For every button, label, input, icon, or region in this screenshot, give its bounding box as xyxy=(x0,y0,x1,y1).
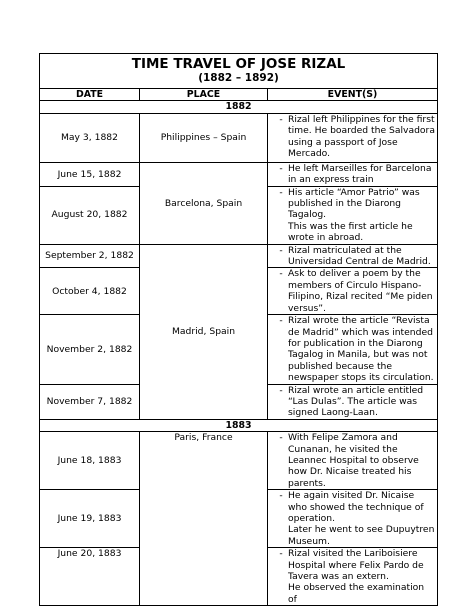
event-text-line: using a passport of Jose xyxy=(288,136,398,148)
event-cell xyxy=(268,548,438,606)
event-cell xyxy=(268,315,438,384)
place-cell: Barcelona, Spain xyxy=(140,162,268,244)
event-text-line: for publication in the Diarong xyxy=(288,337,423,349)
bullet-dash: - xyxy=(279,186,283,198)
event-text-line: parents. xyxy=(288,477,326,489)
document-title: TIME TRAVEL OF JOSE RIZAL xyxy=(131,56,346,72)
event-text-line: Hospital where Felix Pardo de xyxy=(288,559,424,571)
event-text-line: in an express train xyxy=(288,174,374,186)
table-row xyxy=(40,113,438,162)
event-text-line: signed Laong-Laan. xyxy=(288,407,378,419)
event-text-line: wrote in abroad. xyxy=(288,232,364,244)
header-date: DATE xyxy=(40,89,140,101)
bullet-dash: - xyxy=(279,315,283,327)
date-cell: November 2, 1882 xyxy=(40,315,140,384)
date-cell: October 4, 1882 xyxy=(40,268,140,315)
event-text-line: He left Marseilles for Barcelona xyxy=(288,162,432,174)
event-text-line: Universidad Central de Madrid. xyxy=(288,256,431,268)
event-text-line: time. He boarded the Salvadora xyxy=(288,125,435,137)
event-text-line: Rizal left Philippines for the first xyxy=(288,113,435,125)
event-text-line: Museum. xyxy=(288,535,330,547)
event-text-line: He again visited Dr. Nicaise xyxy=(288,490,415,502)
event-text-line: Tagalog in Manila, but was not xyxy=(288,349,428,361)
event-cell xyxy=(268,490,438,548)
date-cell: May 3, 1882 xyxy=(40,113,140,162)
event-text-line: His article “Amor Patrio” was xyxy=(288,186,420,198)
table-row xyxy=(40,432,438,490)
event-text-line: Later he went to see Dupuytren xyxy=(288,524,435,536)
date-cell: August 20, 1882 xyxy=(40,186,140,244)
bullet-dash: - xyxy=(279,268,283,280)
event-cell xyxy=(268,244,438,268)
event-cell xyxy=(268,113,438,162)
event-text-line: versus”. xyxy=(288,302,326,314)
bullet-dash: - xyxy=(279,162,283,174)
event-text-line: who showed the technique of xyxy=(288,501,424,513)
event-cell xyxy=(268,162,438,186)
event-text-line: how Dr. Nicaise treated his xyxy=(288,466,412,478)
title-cell xyxy=(40,54,438,89)
place-cell: Madrid, Spain xyxy=(140,244,268,419)
table-row xyxy=(40,162,438,186)
year-heading-1883: 1883 xyxy=(40,419,438,431)
bullet-dash: - xyxy=(279,432,283,444)
rizal-timeline-table xyxy=(39,53,438,606)
document-subtitle: (1882 – 1892) xyxy=(198,72,279,84)
event-text-line: He observed the examination of xyxy=(288,582,425,605)
event-cell xyxy=(268,432,438,490)
event-text-line: Leannec Hospital to observe xyxy=(288,454,419,466)
place-cell: Paris, France xyxy=(140,432,268,606)
event-text-line: Ask to deliver a poem by the xyxy=(288,268,421,280)
event-text-line: Filipino, Rizal recited “Me piden xyxy=(288,291,433,303)
header-place: PLACE xyxy=(140,89,268,101)
event-text-line: published because the xyxy=(288,360,393,372)
event-cell xyxy=(268,268,438,315)
event-text-line: members of Circulo Hispano- xyxy=(288,279,422,291)
header-events: EVENT(S) xyxy=(268,89,438,101)
event-text-line: With Felipe Zamora and xyxy=(288,432,398,444)
event-text-line: Rizal wrote an article entitled xyxy=(288,384,424,396)
event-text-line: Rizal wrote the article “Revista xyxy=(288,315,430,327)
event-text-line: “Las Dulas”. The article was xyxy=(288,395,418,407)
event-text-line: newspaper stops its circulation. xyxy=(288,372,434,384)
bullet-dash: - xyxy=(279,244,283,256)
date-cell: November 7, 1882 xyxy=(40,384,140,419)
year-heading-1882: 1882 xyxy=(40,101,438,113)
date-cell: June 15, 1882 xyxy=(40,162,140,186)
date-cell: June 19, 1883 xyxy=(40,490,140,548)
date-cell: June 18, 1883 xyxy=(40,432,140,490)
bullet-dash: - xyxy=(279,548,283,560)
event-text-line: Rizal matriculated at the xyxy=(288,244,402,256)
bullet-dash: - xyxy=(279,490,283,502)
event-text-line: This was the first article he xyxy=(288,220,413,232)
event-text-line: operation. xyxy=(288,513,336,524)
date-cell: September 2, 1882 xyxy=(40,244,140,268)
event-text-line: Tavera was an extern. xyxy=(288,571,389,583)
event-text-line: Rizal visited the Lariboisiere xyxy=(288,548,418,560)
event-cell xyxy=(268,384,438,419)
event-text-line: Mercado. xyxy=(288,148,331,160)
event-cell xyxy=(268,186,438,244)
place-cell: Philippines – Spain xyxy=(140,113,268,162)
event-text-line: Tagalog. xyxy=(288,209,327,221)
event-text-line: published in the Diarong xyxy=(288,198,402,210)
event-text-line: Cunanan, he visited the xyxy=(288,443,398,455)
event-text-line: de Madrid” which was intended xyxy=(288,326,433,338)
date-cell: June 20, 1883 xyxy=(40,548,140,606)
bullet-dash: - xyxy=(279,384,283,396)
table-row xyxy=(40,244,438,268)
bullet-dash: - xyxy=(279,113,283,125)
